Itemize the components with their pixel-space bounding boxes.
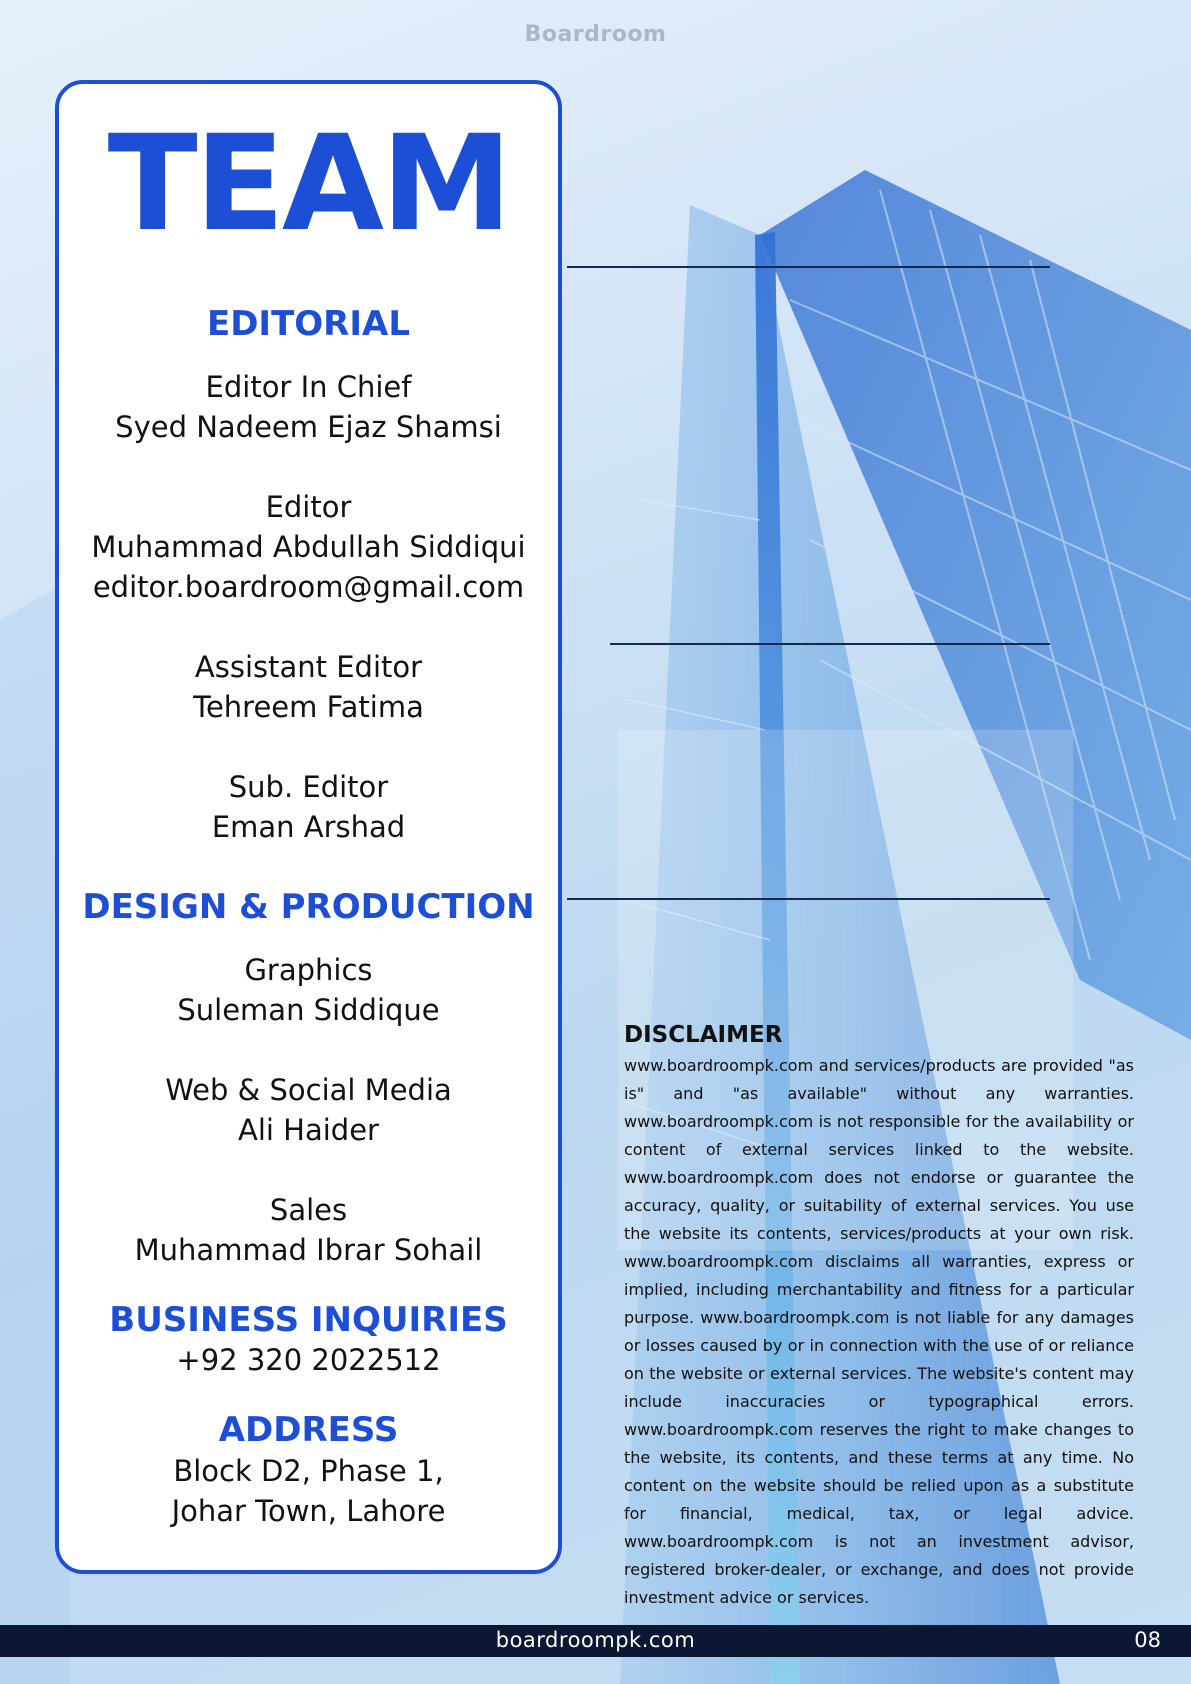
business-phone: +92 320 2022512: [176, 1343, 441, 1378]
section-heading-design: DESIGN & PRODUCTION: [82, 886, 535, 927]
member-role: Editor In Chief: [205, 369, 412, 404]
running-header: Boardroom: [524, 22, 667, 47]
page-number: 08: [1134, 1628, 1161, 1652]
design-member: [59, 1190, 558, 1270]
disclaimer-text: www.boardroompk.com and services/products are provided "as is" and "as available" without any warranties. www.boardroompk.com is not responsible for the availability or content of external services linked to the website. www.boardroompk.com does not endorse or guarantee the accuracy, quality, or suitability of external services. You use the website its contents, services/products at your own risk. www.boardroompk.com disclaims all warranties, express or implied, including merchantability and fitness for a particular purpose. www.boardroompk.com is not liable for any damages or losses caused by or in connection with the use of or reliance on the website or external services. The website's content may include inaccuracies or typographical errors. www.boardroompk.com reserves the right to make changes to the website, its contents, and these terms at any time. No content on the website should be relied upon as a substitute for financial, medical, tax, or legal advice. www.boardroompk.com is not an investment advisor, registered broker-dealer, or exchange, and does not provide investment advice or services.: [624, 1056, 1134, 1607]
member-name: Suleman Siddique: [177, 992, 440, 1027]
footer-bar: [0, 1625, 1191, 1657]
disclaimer: [624, 1022, 1134, 1612]
editorial-member: [59, 647, 558, 727]
member-name: Tehreem Fatima: [193, 689, 424, 724]
member-role: Sub. Editor: [228, 769, 389, 804]
design-member: [59, 1070, 558, 1150]
member-name: Eman Arshad: [211, 809, 406, 844]
member-name: Muhammad Ibrar Sohail: [134, 1232, 483, 1267]
section-heading-editorial: EDITORIAL: [206, 304, 410, 344]
section-heading-address: ADDRESS: [218, 1410, 399, 1451]
address-line: Block D2, Phase 1,: [173, 1454, 444, 1489]
design-member: [59, 950, 558, 1030]
member-name: Syed Nadeem Ejaz Shamsi: [115, 409, 502, 444]
address-line: Johar Town, Lahore: [171, 1494, 446, 1529]
editorial-member: [59, 487, 558, 607]
editorial-member: [59, 767, 558, 847]
team-card: [55, 80, 562, 1574]
member-role: Graphics: [244, 952, 373, 987]
divider-line: [567, 898, 1050, 900]
member-role: Editor: [265, 489, 352, 524]
editorial-member: [59, 367, 558, 447]
member-role: Web & Social Media: [165, 1072, 452, 1107]
page-title: TEAM: [107, 107, 510, 261]
divider-line: [567, 266, 1050, 268]
member-role: Sales: [269, 1192, 348, 1227]
footer-site-link[interactable]: boardroompk.com: [495, 1628, 696, 1652]
divider-line: [610, 643, 1050, 645]
member-name: Ali Haider: [238, 1112, 379, 1147]
disclaimer-heading: DISCLAIMER: [624, 1022, 783, 1048]
member-name: Muhammad Abdullah Siddiqui: [91, 529, 526, 564]
member-role: Assistant Editor: [194, 649, 423, 684]
section-heading-business: BUSINESS INQUIRIES: [109, 1299, 508, 1340]
member-email: editor.boardroom@gmail.com: [92, 569, 525, 604]
